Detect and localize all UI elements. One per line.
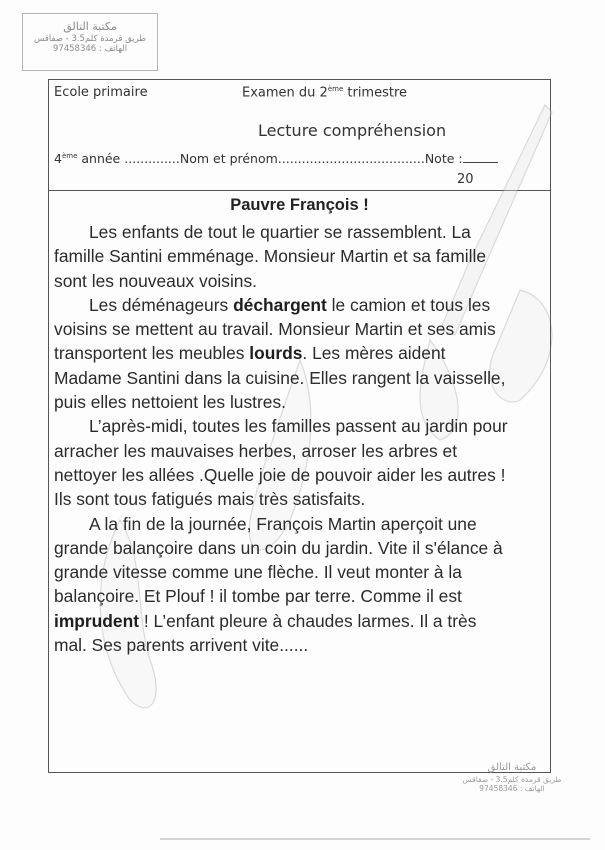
passage-line: voisins se mettent au travail. Monsieur Martin et ses amis [54, 319, 496, 340]
passage-line: Ils sont tous fatigués mais très satisfaits. [54, 489, 366, 510]
text-run: transportent les meubles [54, 343, 250, 364]
school-label: Ecole primaire [54, 85, 148, 100]
passage-line: balançoire. Et Plouf ! il tombe par terre. Comme il est [54, 586, 462, 607]
subject-title: Lecture compréhension [258, 121, 447, 140]
passage-line [54, 293, 554, 317]
keyword-dechargent: déchargent [233, 294, 327, 315]
text-run: le camion et tous les [326, 294, 491, 315]
grade-sup: ème [61, 151, 78, 160]
library-stamp-bottom [462, 762, 562, 793]
name-field-label: année ..............Nom et prénom.....................................Note : [77, 151, 463, 166]
exam-suffix: trimestre [343, 85, 408, 101]
passage-line: Les enfants de tout le quartier se rassemblent. La [89, 222, 471, 242]
passage-line: sont les nouveaux voisins. [54, 270, 258, 291]
passage-title: Pauvre François ! [230, 196, 369, 214]
passage-line: Madame Santini dans la cuisine. Elles rangent la vaisselle, [54, 367, 506, 388]
text-run: Les déménageurs [89, 294, 234, 315]
stamp-address: طريق قرمدة كلم3.5 - صفاقس [33, 33, 147, 44]
exam-sup: ème [327, 85, 344, 93]
stamp-address: طريق قرمدة كلم3.5 - صفاقس [462, 774, 562, 784]
exam-prefix: Examen du 2 [242, 85, 328, 101]
note-blank [463, 150, 498, 163]
passage-line: L’après-midi, toutes les familles passent au jardin pour [89, 416, 508, 437]
passage-line: famille Santini emménage. Monsieur Martin et sa famille [54, 246, 487, 267]
student-info-line [54, 150, 498, 166]
reading-passage [48, 190, 551, 773]
keyword-lourds: lourds [249, 343, 303, 364]
passage-line [54, 609, 554, 633]
text-run: ! L’enfant pleure à chaudes larmes. Il a très [139, 610, 477, 631]
passage-body [54, 220, 554, 657]
passage-line [54, 341, 554, 365]
stamp-library-name: مكتبة التالق [63, 20, 117, 33]
stamp-library-name: مكتبة التالق [487, 762, 537, 773]
exam-title [242, 85, 407, 100]
passage-line: puis elles nettoient les lustres. [54, 392, 286, 413]
passage-line: arracher les mauvaises herbes, arroser les arbres et [54, 440, 458, 461]
note-denominator: 20 [457, 172, 474, 187]
passage-line: A la fin de la journée, François Martin aperçoit une [89, 513, 477, 534]
stamp-phone: الهاتف : 97458346 [52, 44, 128, 55]
grade-number: 4 [54, 151, 62, 166]
passage-line: mal. Ses parents arrivent vite...... [54, 635, 309, 656]
passage-line: grande vitesse comme une flèche. Il veut monter à la [54, 562, 462, 583]
exam-header [48, 79, 551, 191]
text-run: . Les mères aident [302, 343, 446, 364]
passage-line: grande balançoire dans un coin du jardin. Vite il s'élance à [54, 537, 503, 558]
passage-line: nettoyer les allées .Quelle joie de pouvoir aider les autres ! [54, 464, 506, 485]
keyword-imprudent: imprudent [54, 610, 140, 631]
scan-edge [160, 838, 590, 840]
stamp-phone: الهاتف : 97458346 [479, 783, 545, 793]
library-stamp-top [22, 13, 158, 71]
